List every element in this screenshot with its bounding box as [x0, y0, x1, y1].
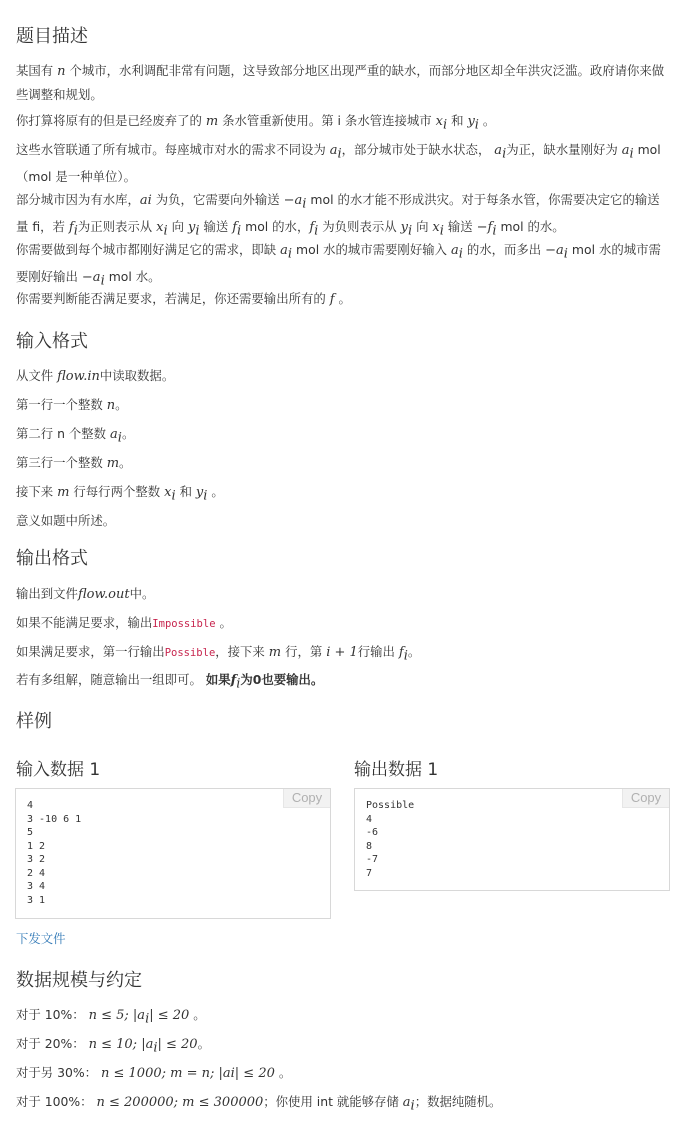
input-format-line-6: 意义如题中所述。 [16, 513, 116, 528]
input-format-line-3: 第二行 n 个整数 $a_i$。 [16, 426, 135, 446]
output-format-line-3: 如果满足要求，第一行输出Possible，接下来 m 行，第 i + 1行输出 $f_i$。 [16, 644, 421, 664]
sample-output-content[interactable]: Possible 4 -6 8 -7 7 [366, 800, 415, 879]
constraint-line-3: 对于另 30%： n ≤ 1000; m = n; |ai| ≤ 20 。 [16, 1065, 292, 1081]
output-format-line-1: 输出到文件flow.out中。 [16, 586, 155, 602]
description-paragraph-6: 你需要判断能否满足要求，若满足，你还需要输出所有的 f 。 [16, 291, 351, 307]
impossible-code: Impossible [152, 618, 216, 630]
output-format-line-2: 如果不能满足要求，输出Impossible 。 [16, 615, 232, 630]
possible-code: Possible [164, 647, 216, 659]
section-title-description: 题目描述 [16, 26, 88, 47]
section-title-constraints: 数据规模与约定 [16, 970, 142, 991]
download-files-link[interactable]: 下发文件 [16, 931, 66, 946]
description-paragraph-1: 某国有 n 个城市，水利调配非常有问题，这导致部分地区出现严重的缺水，而部分地区却全年洪灾泛滥。政府请你来做些调整和规划。 [16, 63, 665, 102]
input-format-line-4: 第三行一个整数 m。 [16, 455, 132, 471]
input-format-line-5: 接下来 m 行每行两个整数 $x_i$ 和 $y_i$ 。 [16, 484, 224, 504]
section-title-input-format: 输入格式 [16, 331, 88, 352]
output-format-line-4: 若有多组解，随意输出一组即可。 如果$f_i$为0也要输出。 [16, 672, 324, 692]
constraint-line-2: 对于 20%： n ≤ 10; $|a_i| \le 20$。 [16, 1036, 210, 1056]
sample-output-box[interactable] [354, 788, 670, 891]
copy-input-button[interactable]: Copy [283, 789, 330, 808]
constraint-line-4: 对于 100%： n ≤ 200000; m ≤ 300000；你使用 int 就能够存储 $a_i$；数据纯随机。 [16, 1094, 502, 1114]
input-format-line-2: 第一行一个整数 n。 [16, 397, 128, 413]
constraint-line-1: 对于 10%： n ≤ 5; $|a_i| \le 20$ 。 [16, 1007, 206, 1027]
sample-input-content[interactable]: 4 3 -10 6 1 5 1 2 3 2 2 4 3 4 3 1 [27, 800, 82, 906]
description-paragraph-2: 你打算将原有的但是已经废弃了的 m 条水管重新使用。第 i 条水管连接城市 $x_i$ 和 $y_i$ 。 [16, 113, 496, 133]
description-paragraph-5: 你需要做到每个城市都刚好满足它的需求，即缺 $a_i$ mol 水的城市需要刚好输入 $a_i$ 的水，而多出 $-a_i$ mol 水的城市需要刚好输出 $-a_i$ mol 水。 [16, 242, 661, 289]
sample-output-title: 输出数据 1 [354, 760, 439, 780]
input-format-line-1: 从文件 flow.in中读取数据。 [16, 368, 175, 384]
section-title-samples: 样例 [16, 711, 52, 732]
sample-input-title: 输入数据 1 [16, 760, 101, 780]
sample-input-box[interactable] [15, 788, 331, 919]
description-paragraph-3: 这些水管联通了所有城市。每座城市对水的需求不同设为 $a_i$，部分城市处于缺水状态， $a_i$为正，缺水量刚好为 $a_i$ mol（mol 是一种单位）。 [16, 142, 661, 185]
description-paragraph-4: 部分城市因为有水库，ai 为负，它需要向外输送 $-a_i$ mol 的水才能不形成洪灾。对于每条水管，你需要决定它的输送量 fi，若 $f_i$为正则表示从 $x_i$ 向 $y_i$ 输送 $f_i$ mol 的水，$f_i$ 为负则表示从 $y_i$ 向 $x_i$ 输送 $-f_i$ mol 的水。 [16, 192, 660, 239]
section-title-output-format: 输出格式 [16, 548, 88, 569]
copy-output-button[interactable]: Copy [622, 789, 669, 808]
